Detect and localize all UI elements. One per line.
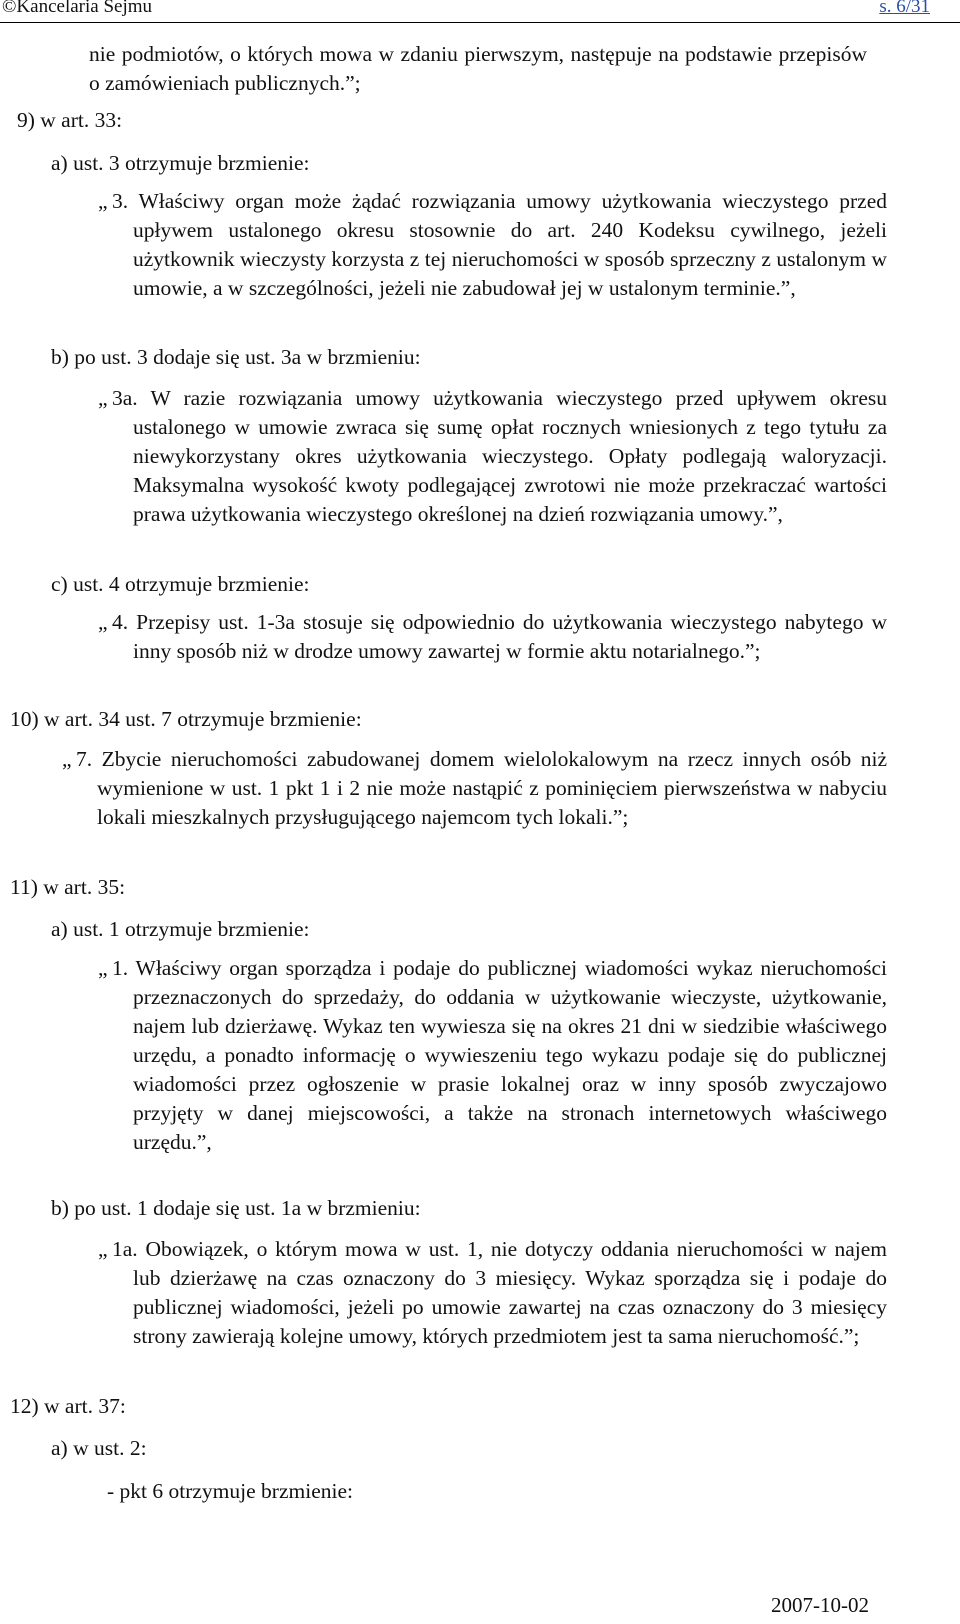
item-12: 12) w art. 37: <box>10 1394 126 1418</box>
paragraph-ust-1: 1. Właściwy organ sporządza i podaje do publicznej wiadomości wykaz nieruchomości przeznaczonych do sprzedaży, do oddania w użytkowanie wieczyste, użytkowanie, najem lub dzierżawę. Wykaz ten wywiesza się na okres 21 dni w siedzibie właściwego urzędu, a ponadto informację o wywieszeniu tego wykazu podaje się do publicznej wiadomości przez ogłoszenie w prasie lokalnej oraz w inny sposób zwyczajowo przyjęty w danej miejscowości, a także na stronach internetowych właściwego urzędu.”, <box>112 956 887 1154</box>
copyright-label: ©Kancelaria Sejmu <box>2 0 153 17</box>
item-9: 9) w art. 33: <box>17 108 123 132</box>
item-9c: c) ust. 4 otrzymuje brzmienie: <box>51 572 310 596</box>
paragraph-continuation: nie podmiotów, o których mowa w zdaniu pierwszym, następuje na podstawie przepisów o zamówieniach publicznych.”; <box>89 42 867 95</box>
quote-mark: „ <box>62 747 72 771</box>
item-11a: a) ust. 1 otrzymuje brzmienie: <box>51 917 310 941</box>
page-header <box>0 0 960 23</box>
page-number-link[interactable]: s. 6/31 <box>879 0 930 17</box>
item-12a: a) w ust. 2: <box>51 1436 147 1460</box>
paragraph-ust-7: 7. Zbycie nieruchomości zabudowanej domem wielolokalowym na rzecz innych osób niż wymienione w ust. 1 pkt 1 i 2 nie może nastąpić z pominięciem pierwszeństwa w nabyciu lokali mieszkalnych przysługującego najemcom tych lokali.”; <box>76 747 887 829</box>
quote-mark: „ <box>98 610 108 634</box>
paragraph-ust-4: 4. Przepisy ust. 1-3a stosuje się odpowiednio do użytkowania wieczystego nabytego w inny sposób niż w drodze umowy zawartej w formie aktu notarialnego.”; <box>112 610 887 663</box>
item-12a-pkt6: - pkt 6 otrzymuje brzmienie: <box>107 1479 353 1503</box>
quote-mark: „ <box>98 386 108 410</box>
item-11b: b) po ust. 1 dodaje się ust. 1a w brzmieniu: <box>51 1196 421 1220</box>
footer-date: 2007-10-02 <box>771 1593 869 1617</box>
item-9b: b) po ust. 3 dodaje się ust. 3a w brzmieniu: <box>51 345 421 369</box>
paragraph-ust-3a: 3a. W razie rozwiązania umowy użytkowania wieczystego przed upływem okresu ustalonego w umowie zwraca się sumę opłat rocznych wniesionych z tego tytułu za niewykorzystany okres użytkowania wieczystego. Opłaty podlegają waloryzacji. Maksymalna wysokość kwoty podlegającej zwrotowi nie może przekraczać wartości prawa użytkowania wieczystego określonej na dzień rozwiązania umowy.”, <box>112 386 887 526</box>
quote-mark: „ <box>98 1237 108 1261</box>
item-10: 10) w art. 34 ust. 7 otrzymuje brzmienie: <box>10 707 362 731</box>
item-11: 11) w art. 35: <box>10 875 126 899</box>
paragraph-ust-1a: 1a. Obowiązek, o którym mowa w ust. 1, nie dotyczy oddania nieruchomości w najem lub dzierżawę na czas oznaczony do 3 miesięcy. Wykaz sporządza się i podaje do publicznej wiadomości, jeżeli po umowie zawartej na czas oznaczony do 3 miesięcy strony zawierają kolejne umowy, których przedmiotem jest ta sama nieruchomość.”; <box>112 1237 887 1348</box>
item-9a: a) ust. 3 otrzymuje brzmienie: <box>51 151 310 175</box>
quote-mark: „ <box>98 956 108 980</box>
paragraph-ust-3: 3. Właściwy organ może żądać rozwiązania umowy użytkowania wieczystego przed upływem ustalonego okresu stosownie do art. 240 Kodeksu cywilnego, jeżeli użytkownik wieczysty korzysta z tej nieruchomości w sposób sprzeczny z ustalonym w umowie, a w szczególności, jeżeli nie zabudował jej w ustalonym terminie.”, <box>112 189 887 300</box>
quote-mark: „ <box>98 189 108 213</box>
